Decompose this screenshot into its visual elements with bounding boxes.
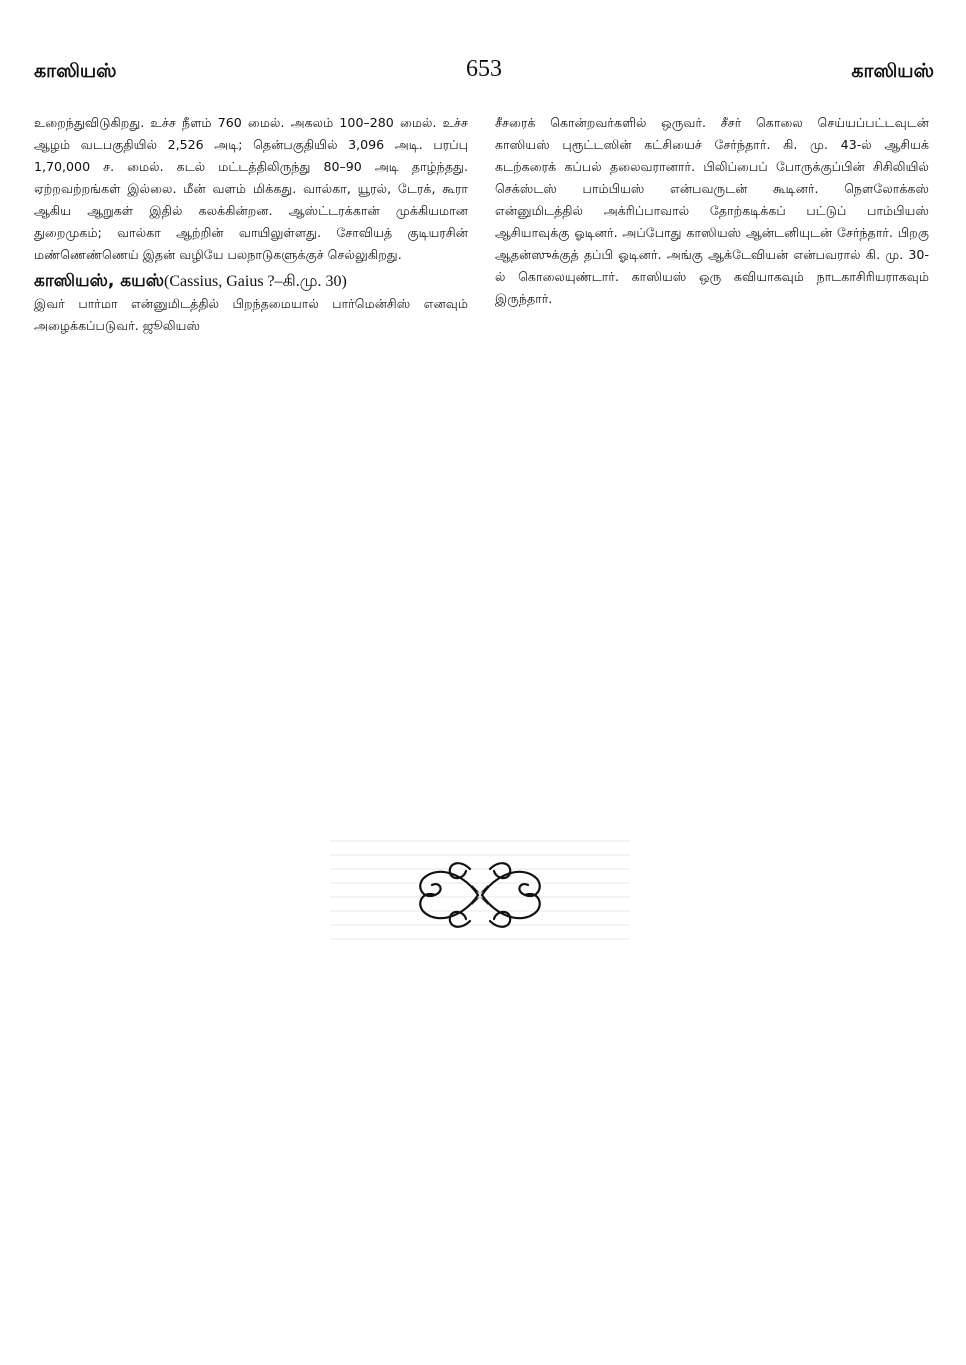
running-head-left: காஸியஸ் bbox=[34, 60, 117, 82]
entry-paragraph: இவர் பார்மா என்னுமிடத்தில் பிறந்தமையால் பார்மென்சிஸ் எனவும் அழைக்கப்படுவர். ஜூலியஸ் bbox=[34, 296, 468, 333]
left-column bbox=[34, 112, 468, 337]
entry-heading bbox=[34, 270, 468, 293]
floral-ornament-icon bbox=[410, 855, 550, 935]
entry-paragraph-continued: சீசரைக் கொன்றவர்களில் ஒருவர். சீசர் கொலை செய்யப்பட்டவுடன் காஸியஸ் புரூட்டஸின் கட்சியைச் சேர்ந்தார். கி. மு. 43-ல் ஆசியக் கடற்கரைக் கப்பல் தலைவரானார். பிலிப்பைப் போருக்குப்பின் சிசிலியில் செக்ஸ்டஸ் பாம்பியஸ் என்பவருடன் கூடினர். நௌலோக்கஸ் என்னுமிடத்தில் அக்ரிப்பாவால் தோற்கடிக்கப் பட்டுப் பாம்பியஸ் ஆசியாவுக்கு ஓடினர். அப்போது காஸியஸ் ஆன்டனியுடன் சேர்ந்தார். பிறகு ஆதன்ஸுக்குத் தப்பி ஓடினர். அங்கு ஆக்டேவியன் என்பவரால் கி. மு. 30-ல் கொலையுண்டார். காஸியஸ் ஒரு கவியாகவும் நாடகாசிரியராகவும் இருந்தார். bbox=[495, 115, 929, 306]
entry-title: காஸியஸ், கயஸ் bbox=[34, 271, 164, 291]
running-head-right: காஸியஸ் bbox=[851, 60, 934, 82]
page-number: 653 bbox=[466, 56, 502, 82]
page-header bbox=[34, 56, 934, 92]
right-column bbox=[495, 112, 929, 310]
entry-subtitle: (Cassius, Gaius ?–கி.மு. 30) bbox=[163, 273, 347, 290]
paragraph-continued: உறைந்துவிடுகிறது. உச்ச நீளம் 760 மைல். அகலம் 100–280 மைல். உச்ச ஆழம் வடபகுதியில் 2,526 அடி; தென்பகுதியில் 3,096 அடி. பரப்பு 1,70,000 ச. மைல். கடல் மட்டத்திலிருந்து 80–90 அடி தாழ்ந்தது. ஏற்றவற்றங்கள் இல்லை. மீன் வளம் மிக்கது. வால்கா, யூரல், டேரக், கூரா ஆகிய ஆறுகள் இதில் கலக்கின்றன. ஆஸ்ட்டரக்கான் முக்கியமான துறைமுகம்; வால்கா ஆற்றின் வாயிலுள்ளது. சோவியத் குடியரசின் மண்ணெண்ணெய் இதன் வழியே பலநாடுகளுக்குச் செல்லுகிறது. bbox=[34, 115, 468, 262]
